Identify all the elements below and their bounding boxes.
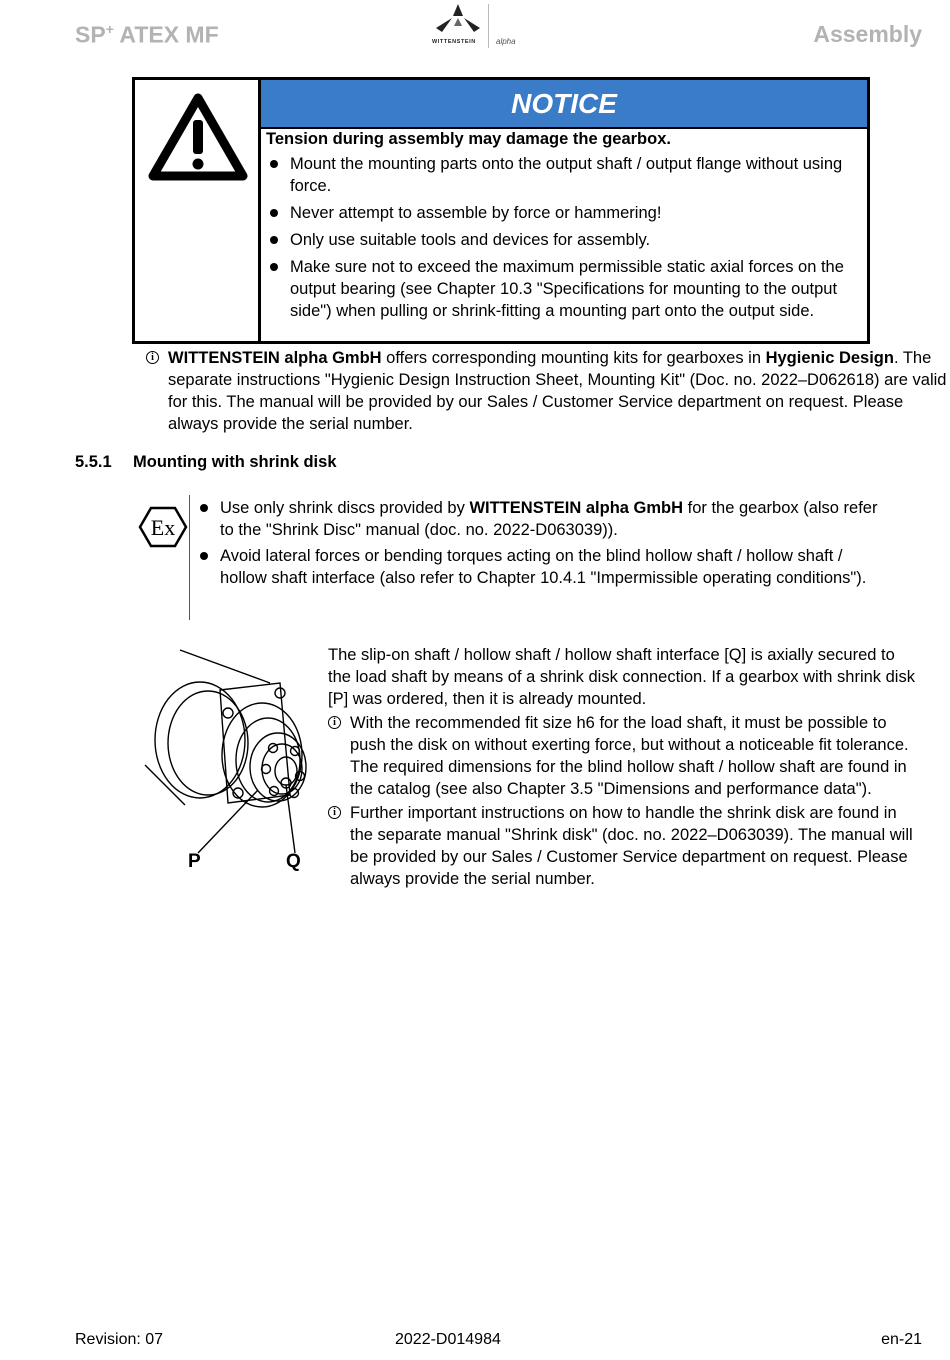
notice-box (132, 77, 870, 344)
notice-title: Tension during assembly may damage the gearbox. (266, 130, 671, 148)
section-title: Mounting with shrink disk (133, 453, 337, 471)
info-text: . The separate instructions "Hygienic Design Instruction Sheet, Mounting Kit" (Doc. no. 2022–D062618) are valid for this. The manual will be provided by our Sales / Customer Service department on request. Please always provide the serial number. (168, 349, 947, 433)
fit-size-info (328, 712, 918, 800)
ex-divider (189, 495, 190, 620)
list-item: Avoid lateral forces or bending torques acting on the blind hollow shaft / hollow shaft / hollow shaft interface (also refer to Chapter 10.4.1 "Impermissible operating conditions"). (196, 545, 886, 589)
notice-heading: NOTICE (261, 80, 867, 129)
svg-text:Ex: Ex (150, 515, 176, 540)
wittenstein-logo (430, 2, 530, 50)
label-p: P (188, 851, 201, 872)
section-number: 5.5.1 (75, 453, 112, 471)
warning-triangle-icon (143, 88, 253, 188)
info-icon: i (146, 351, 159, 364)
logo-divider (488, 4, 489, 48)
info-text: With the recommended fit size h6 for the load shaft, it must be possible to push the disk on without exerting force, but without a noticeable fit tolerance. The required dimensions for the blind hollow shaft / hollow shaft are found in the catalog (see also Chapter 3.5 "Dimensions and performance data"). (350, 714, 909, 798)
footer-doc-number: 2022-D014984 (395, 1331, 501, 1348)
notice-icon-cell (135, 80, 261, 341)
logo-brand: WITTENSTEIN (432, 39, 476, 45)
list-item: Mount the mounting parts onto the output shaft / output flange without using force. (266, 153, 863, 197)
list-item: Make sure not to exceed the maximum permissible static axial forces on the output bearing (see Chapter 10.3 "Specifications for mounting to the output side") when pulling or shrink-fitting a mounting part onto the output side. (266, 256, 863, 322)
shrink-disk-manual-info (328, 802, 918, 890)
list-item: Use only shrink discs provided by WITTENSTEIN alpha GmbH for the gearbox (also refer to the "Shrink Disc" manual (doc. no. 2022-D063039)). (196, 497, 886, 541)
intro-paragraph: The slip-on shaft / hollow shaft / hollow shaft interface [Q] is axially secured to the load shaft by means of a shrink disk connection. If a gearbox with shrink disk [P] was ordered, then it is already mounted. (328, 646, 915, 708)
logo-sub: alpha (496, 37, 516, 46)
product-title: SP+ ATEX MF (75, 21, 219, 48)
company-name: WITTENSTEIN alpha GmbH (168, 349, 382, 367)
notice-list (266, 153, 863, 322)
list-item: Never attempt to assemble by force or hammering! (266, 202, 863, 224)
label-q: Q (286, 851, 301, 872)
info-text: Further important instructions on how to handle the shrink disk are found in the separate manual "Shrink disk" (doc. no. 2022–D063039). The manual will be provided by our Sales / Customer Service department on request. Please always provide the serial number. (350, 804, 913, 888)
notice-body (266, 128, 863, 327)
footer-page-number: en-21 (881, 1331, 922, 1348)
ex-requirements (196, 497, 886, 593)
info-icon: i (328, 806, 341, 819)
logo-mark-icon (430, 2, 486, 40)
gearbox-shrink-disk-illustration (140, 645, 320, 860)
ex-hexagon-icon (138, 505, 188, 549)
shrink-disk-description (328, 644, 918, 890)
hygienic-design-info (146, 347, 948, 435)
section-header: Assembly (813, 21, 922, 47)
footer-revision: Revision: 07 (75, 1331, 164, 1348)
info-icon: i (328, 716, 341, 729)
info-text: offers corresponding mounting kits for gearboxes in (381, 349, 766, 367)
list-item: Only use suitable tools and devices for assembly. (266, 229, 863, 251)
hygienic-term: Hygienic Design (765, 349, 894, 367)
